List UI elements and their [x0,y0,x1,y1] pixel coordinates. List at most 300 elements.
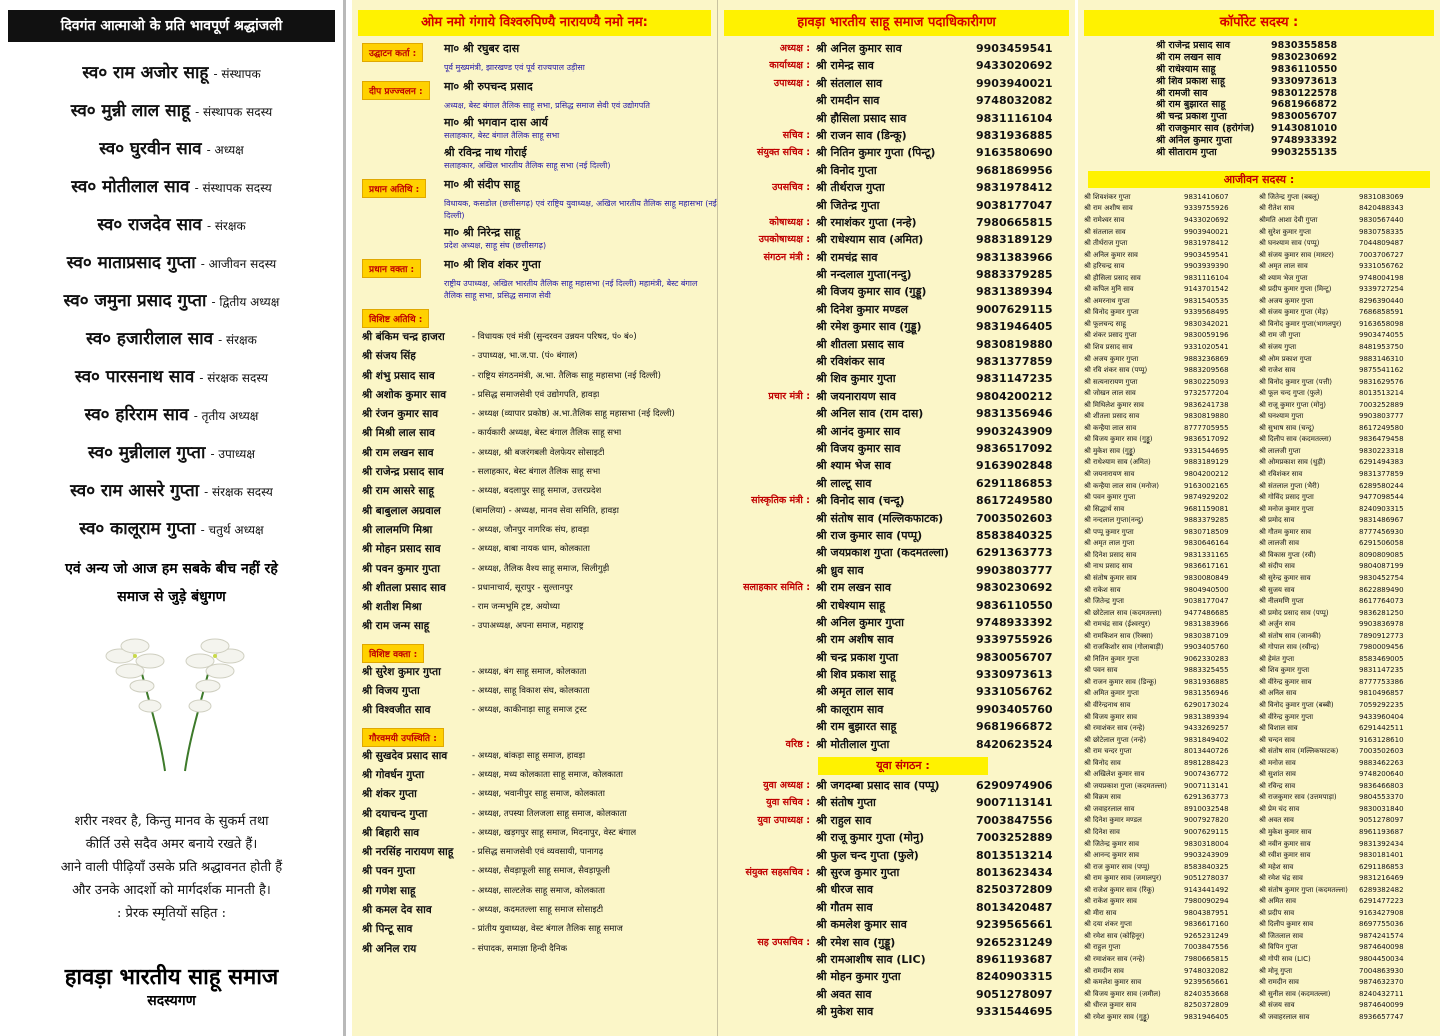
memorial-role: - संस्थापक सदस्य [195,105,273,119]
official-role [718,916,816,933]
life-member-row [1259,538,1434,550]
life-member-phone: 8936657747 [1359,1012,1404,1021]
official-phone: 9007113141 [976,796,1053,810]
tribute-panel [0,0,346,1036]
official-role [718,527,816,544]
life-member-name: श्री प्रमोद प्रसाद साव (पप्पू) [1259,608,1329,617]
guest-name: श्री शंकर गुप्ता [362,788,417,801]
official-name: श्री शीतला प्रसाद साव [816,337,904,351]
life-member-name: श्री रविशंकर साव [1259,470,1303,479]
guest-desc: - अध्यक्ष, मध्य कोलकाता साहू समाज, कोलकाता [472,769,623,780]
life-member-phone: 6289382482 [1359,885,1404,894]
life-member-row [1259,654,1434,666]
official-phone: 9830819880 [976,337,1053,351]
life-members-banner: आजीवन सदस्य : [1088,171,1430,188]
life-member-row [1259,989,1434,1001]
life-member-phone: 9804940500 [1184,585,1229,594]
life-member-phone: 9143701542 [1184,285,1229,294]
life-member-name: श्री जोखन लाल साव [1084,389,1136,398]
inauguration-section [362,41,717,74]
life-member-phone: 9883236869 [1184,354,1229,363]
official-phone: 8420623524 [976,737,1053,751]
life-member-row [1084,342,1259,354]
lamp-label: दीप प्रज्ज्वलन : [362,81,430,100]
official-name: श्री रामचंद्र साव [816,250,878,264]
official-phone: 9681966872 [976,720,1053,734]
life-member-name: श्री राजेश कुमार साव (रिंकू) [1084,885,1155,894]
official-name: श्री राजन साव (डिन्कू) [816,128,907,142]
life-members-left [1084,192,1259,1023]
life-member-row [1259,446,1434,458]
life-member-row [1084,758,1259,770]
life-member-name: श्री संदीप साव [1259,562,1295,571]
life-member-row [1259,642,1434,654]
official-name: श्री नितिन कुमार गुप्ता (पिन्टू) [816,146,936,160]
life-member-name: श्री संतोष कुमार गुप्ता (कदमतल्ला) [1259,885,1348,894]
memorial-entry [0,288,343,326]
life-member-name: श्री मनोज कुमार गुप्ता [1259,504,1314,513]
life-member-name: श्री पवन कुमार गुप्ता [1084,493,1136,502]
life-member-row [1084,296,1259,308]
life-member-row [1084,815,1259,827]
life-member-phone: 9831116104 [1184,273,1229,282]
life-member-row [1259,746,1434,758]
official-role [718,92,816,109]
life-member-row [1084,804,1259,816]
official-role [718,457,816,474]
life-member-name: श्री संतलाल गुप्ता (भैरी) [1259,481,1320,490]
official-role [718,475,816,492]
guest-desc: - अध्यक्ष, श्री बजरंगबली वेलफेयर सोसाइटी [472,447,605,458]
life-member-name: श्री प्रमोद साव [1259,516,1295,525]
life-member-name: श्री जितलाल साव [1259,931,1303,940]
official-role: युवा उपाध्यक्ष : [757,814,810,826]
life-member-row [1259,688,1434,700]
life-member-name: श्री लालजी गुप्ता [1259,446,1301,455]
main-speaker-label: प्रधान वक्ता : [362,259,421,278]
corporate-phone: 9830355858 [1271,40,1338,51]
main-speaker-name: मा० श्री शिव शंकर गुप्ता [444,258,541,271]
corporate-row [1156,111,1440,123]
official-role [718,881,816,898]
official-row [718,162,1075,179]
life-member-phone: 9163128610 [1359,735,1404,744]
official-name: श्री शिव प्रकाश साहू [816,668,896,682]
guest-name: श्री रंजन कुमार साव [362,408,439,421]
official-name: श्री मोहन कुमार गुप्ता [816,970,901,984]
life-member-phone: 8481953750 [1359,343,1404,352]
guest-name: श्री पवन कुमार गुप्ता [362,562,440,575]
life-member-phone: 9831392434 [1359,839,1404,848]
special-guests-list [362,328,717,637]
life-member-row [1259,954,1434,966]
memorial-name: स्व० राजदेव साव [97,215,202,235]
main-speaker-desc: राष्ट्रीय उपाध्यक्ष, अखिल भारतीय तैलिक साहू महासभा (नई दिल्ली) महामंत्री, बेस्ट बंगाल तैलिक साहू सभा, प्रसिद्ध समाज सेवी [444,279,698,300]
guest-row [362,405,717,424]
life-member-phone: 7686858591 [1359,308,1404,317]
official-name: श्री राजू कुमार गुप्ता (मोनु) [816,831,925,845]
corporate-name: श्री राम लखन साव [1156,51,1221,63]
life-member-phone: 9331544695 [1184,446,1229,455]
memorial-entry [0,250,343,288]
official-role: अध्यक्ष : [779,43,810,54]
official-role [718,562,816,579]
official-row [718,475,1075,492]
chief-guest-name: मा० श्री संदीप साहू [444,178,520,191]
life-member-name: श्री शिव कुमार गुप्ता [1259,666,1310,675]
life-member-name: श्री सुरेश कुमार गुप्ता [1259,227,1311,236]
life-member-phone: 9883209568 [1184,366,1229,375]
guest-desc: - अध्यक्ष, भवानीपुर साहू समाज, कोलकाता [472,789,605,800]
life-member-name: श्री नवीन कुमार साव [1259,839,1311,848]
guest-row [362,463,717,482]
life-member-name: श्री सुरेन्द्र कुमार साव [1259,573,1311,582]
official-row [718,336,1075,353]
official-role [718,353,816,370]
official-row [718,899,1075,916]
life-member-phone: 9339755926 [1184,204,1229,213]
memorial-entry [0,174,343,212]
life-member-phone: 9831629576 [1359,377,1404,386]
life-member-phone: 9903405760 [1184,643,1229,652]
corporate-row [1156,135,1440,147]
official-phone: 8250372809 [976,883,1053,897]
life-member-name: श्री अमरनाथ गुप्ता [1084,296,1130,305]
life-member-phone: 9477486685 [1184,608,1229,617]
memorial-role: - चतुर्थ अध्यक्ष [200,523,264,537]
life-member-phone: 9830567440 [1359,216,1404,224]
life-member-phone: 9331020541 [1184,343,1229,352]
official-phone: 9748933392 [976,615,1053,629]
official-phone: 9051278097 [976,987,1053,1001]
official-name: श्री रामआशीष साव (LIC) [816,952,926,966]
life-member-name: श्री संजय कुमार गुप्ता (मेड़) [1259,308,1329,317]
official-phone: 9331056762 [976,685,1053,699]
guest-row [362,386,717,405]
guest-desc: - कार्यकारी अध्यक्ष, बेस्ट बंगाल तैलिक साहू सभा [472,428,622,439]
official-phone: 9831116104 [976,111,1053,125]
life-member-name: श्री जवाहरलाल साव [1084,804,1135,813]
life-member-row [1084,850,1259,862]
life-member-phone: 9831216469 [1359,874,1404,883]
youth-banner: यूवा संगठन : [818,757,988,775]
life-member-phone: 9874640098 [1359,943,1404,952]
life-member-name: श्री रमेश साव (कोहिनूर) [1084,931,1145,940]
life-member-name: श्री अमित कुमार गुप्ता [1084,689,1139,698]
official-phone: 9903243909 [976,424,1053,438]
life-member-name: श्री अजय कुमार गुप्ता [1259,296,1314,305]
life-member-phone: 8240432711 [1359,989,1404,998]
life-member-name: श्री विनोद साव [1084,758,1121,767]
inauguration-name: मा० श्री रघुबर दास [444,42,520,55]
life-member-name: श्री महेश साव [1259,862,1294,871]
life-member-name: श्री प्रेम चंद साव [1259,804,1300,813]
life-member-phone: 8961193687 [1359,827,1404,836]
official-name: श्री जगदम्बा प्रसाद साव (पप्पू) [816,779,940,793]
life-member-phone: 9804087199 [1359,562,1404,571]
life-member-name: श्री मोनू गुप्ता [1259,966,1293,975]
life-member-phone: 9830342021 [1184,319,1229,328]
memorial-role: - संरक्षक सदस्य [199,371,269,385]
official-name: श्री संतलाल साव [816,76,883,90]
official-name: श्री अनिल साव (राम दास) [816,407,924,421]
chief-guest-label: प्रधान अतिथि : [362,179,426,198]
life-member-name: श्री विनोद कुमार गुप्ता(भागलपुर) [1259,319,1342,328]
life-member-name: श्री फूलचन्द साहू [1084,319,1126,328]
official-phone: 9836110550 [976,598,1053,612]
life-member-row [1084,769,1259,781]
official-name: श्री गौतम साव [816,900,873,914]
life-member-phone: 9903836978 [1359,620,1404,629]
official-name: श्री राम बुझारत साहू [816,720,897,734]
life-member-phone: 9265231249 [1184,931,1229,940]
corporate-phone: 9830056707 [1271,111,1338,123]
guest-name: श्री दयाचन्द गुप्ता [362,807,428,820]
official-name: श्री रमेश कुमार साव (गुड्डू) [816,320,922,334]
life-member-phone: 9339568495 [1184,308,1229,317]
life-member-phone: 9007629115 [1184,827,1229,836]
life-member-row [1084,1012,1259,1024]
life-member-phone: 9831356946 [1184,689,1229,698]
life-member-name: श्री कमलेश कुमार साव [1084,978,1142,987]
life-member-phone: 9331056762 [1359,262,1404,271]
official-name: श्री विजय कुमार साव (गुड्डू) [816,285,927,299]
life-member-phone: 9804553370 [1359,793,1404,802]
life-member-name: श्री पवन साव [1084,666,1118,675]
life-member-row [1084,527,1259,539]
life-member-phone: 9804200212 [1184,470,1229,479]
officials-panel [717,0,1075,1036]
guest-name: श्री नरसिंह नारायण साहू [362,846,454,859]
life-member-row [1259,919,1434,931]
guest-row [362,444,717,463]
life-member-phone: 8777705955 [1184,423,1229,432]
corporate-phone: 9830230692 [1271,51,1338,63]
life-member-row [1084,434,1259,446]
life-member-phone: 9038177047 [1184,597,1229,606]
official-name: श्री रमेश साव (गुड्डू) [816,935,896,949]
life-member-phone: 9830031840 [1359,804,1404,813]
life-member-row [1084,677,1259,689]
life-member-name: श्री रमेश चंद्र साव [1259,874,1303,883]
guest-desc: - अध्यक्ष, तैलिक वैश्य साहू समाज, सिलीगुड़ी [472,563,610,574]
life-member-row [1084,354,1259,366]
life-member-name: श्री घनश्याम गुप्ता [1259,412,1304,421]
official-name: श्री संतोष गुप्ता [816,796,876,810]
official-role [718,318,816,335]
official-name: श्री कालूराम साव [816,702,884,716]
life-member-name: श्री अमृत लाल गुप्ता [1084,539,1135,548]
life-member-name: श्री संजय कुमार साव (मास्टर) [1259,250,1334,259]
life-member-row [1084,504,1259,516]
life-member-phone: 9874241574 [1359,931,1404,940]
lamp-person-desc: अध्यक्ष, बेस्ट बंगाल तैलिक साहू सभा, प्रसिद्ध समाज सेवी एवं उद्योगपति [444,101,650,110]
life-member-name: श्री हेमंत गुप्ता [1259,654,1295,663]
life-member-phone: 9830758335 [1359,227,1404,236]
official-role [718,718,816,735]
official-role: संयुक्त सहसचिव : [745,866,810,878]
guest-desc: - विधायक एवं मंत्री (सुन्दरवन उन्नयन परिषद, पं० बं०) [472,332,637,342]
life-member-row [1084,377,1259,389]
life-member-phone: 8697755036 [1359,920,1404,929]
life-member-name: श्री रविन्द्र साव [1259,781,1296,790]
life-member-name: श्रीमति आशा देवी गुप्ता [1259,216,1318,224]
life-member-row [1084,250,1259,262]
guest-desc: - उपाअध्यक्ष, अपना समाज, महाराष्ट्र [472,621,584,632]
official-name: श्री जयनारायण साव [816,389,896,403]
corporate-phone: 9143081010 [1271,123,1338,135]
official-phone: 8013513214 [976,848,1053,862]
life-member-row [1259,966,1434,978]
life-member-phone: 9831147235 [1359,666,1404,675]
life-member-name: श्री संतलाल साव [1084,227,1126,236]
life-member-name: श्री विनोद कुमार गुप्ता [1084,308,1139,317]
flower-garland-image [80,626,270,776]
life-member-name: श्री संतोष साव (मल्लिकफाटक) [1259,747,1339,756]
official-role: युवा सचिव : [766,797,810,809]
guest-desc: - अध्यक्ष (व्यापार प्रकोष्ठ) अ.भा.तैलिक साहू महासभा (नई दिल्ली) [472,409,675,420]
official-row [718,283,1075,300]
life-member-phone: 9830387109 [1184,631,1229,640]
official-row [718,144,1075,161]
life-member-name: श्री धीरज कुमार साव [1084,1001,1137,1010]
guest-name: श्री शतीश मिश्रा [362,601,422,614]
life-member-phone: 8622889490 [1359,585,1404,594]
official-row [718,683,1075,700]
life-member-name: श्री विजय कुमार साव (गुड्डू) [1084,435,1153,444]
life-member-name: श्री हौसिला प्रसाद साव [1084,273,1141,282]
life-member-name: श्री दिनेश कुमार मण्डल [1084,816,1142,825]
life-member-phone: 9339727254 [1359,285,1404,294]
life-member-phone: 9903243909 [1184,851,1229,860]
life-member-phone: 9830819880 [1184,412,1229,421]
official-row [718,597,1075,614]
life-member-row [1259,261,1434,273]
official-row [718,75,1075,92]
life-member-row [1084,238,1259,250]
life-member-name: श्री राहुल गुप्ता [1084,943,1121,952]
life-member-phone: 9903939390 [1184,262,1229,271]
life-member-row [1259,585,1434,597]
special-speakers-section [362,642,717,721]
guest-row [362,424,717,443]
life-member-row [1084,862,1259,874]
youth-list [718,777,1075,1020]
life-member-row [1084,735,1259,747]
life-member-row [1259,203,1434,215]
official-role [718,544,816,561]
official-name: श्री चन्द्र प्रकाश गुप्ता [816,650,899,664]
guest-name: श्री विश्वजीत साव [362,704,431,717]
life-member-row [1259,723,1434,735]
life-member-phone: 9830452754 [1359,573,1404,582]
life-member-row [1084,596,1259,608]
life-member-row [1084,608,1259,620]
official-name: श्री जितेन्द्र गुप्ता [816,198,880,212]
life-member-row [1259,712,1434,724]
guest-desc: - अध्यक्ष, बंग साहू समाज, कोलकाता [472,666,587,677]
lamp-person-desc: सलाहकार, अखिल भारतीय तैलिक साहू सभा (नई दिल्ली) [444,161,611,170]
corporate-name: श्री राधेश्याम साहू [1156,63,1216,75]
verse-line: कीर्ति उसे सदैव अमर बनाये रखते हैं। [85,837,258,852]
guest-name: श्री लालमणि मिश्रा [362,523,433,536]
life-member-name: श्री कपिल मुनि साव [1084,285,1134,294]
life-member-row [1259,608,1434,620]
corporate-row [1156,76,1440,88]
official-role: कोषाध्यक्ष : [769,216,810,228]
corporate-name: श्री रामजी साव [1156,87,1208,99]
official-role [718,510,816,527]
corporate-row [1156,40,1440,52]
life-member-row [1084,665,1259,677]
official-row [718,986,1075,1003]
guest-desc: - अध्यक्ष, बांकड़ा साहू समाज, हावड़ा [472,750,586,761]
official-phone: 9903940021 [976,76,1053,90]
memorial-role: - आजीवन सदस्य [200,257,277,271]
official-name: श्री विनोद साव (चन्दू) [816,494,905,508]
life-member-phone: 7044809487 [1359,239,1404,248]
life-member-name: श्री राजन कुमार साव (डिन्कू) [1084,677,1157,686]
official-name: श्री विजय कुमार साव [816,441,901,455]
life-member-row [1084,723,1259,735]
life-member-row [1259,561,1434,573]
life-member-phone: 8240353668 [1184,989,1229,998]
official-role [718,162,816,179]
society-signature: हावड़ा भारतीय साहू समाज [64,964,279,990]
guest-name: श्री पवन गुप्ता [362,865,415,878]
life-member-name: श्री सुनील साव (कदमतल्ला) [1259,989,1331,998]
official-phone: 9007629115 [976,302,1053,316]
memorial-entry [0,60,343,98]
life-member-row [1084,203,1259,215]
official-phone: 9831389394 [976,285,1053,299]
life-member-name: श्री विशाल साव [1259,724,1298,733]
official-row [718,736,1075,753]
life-member-name: श्री लालजी साव [1259,539,1299,548]
corporate-row [1156,52,1440,64]
official-row [718,934,1075,951]
main-speaker-section [362,257,717,302]
corporate-name: श्री अनिल कुमार गुप्ता [1156,135,1233,147]
guest-desc: - अध्यक्ष, खड़गपुर साहू समाज, मिदनापुर, वेस्ट बंगाल [472,827,637,838]
memorial-name: स्व० हजारीलाल साव [86,329,214,349]
memorial-entry [0,440,343,478]
life-member-phone: 8777456930 [1359,527,1404,536]
guest-name: श्री मोहन प्रसाद साव [362,543,441,556]
chief-guest-desc: विधायक, कसडोल (छत्तीसगढ़) एवं राष्ट्रिय युवाध्यक्ष, अखिल भारतीय तैलिक साहू महासभा (नई दिल्ली) [444,199,717,220]
memorial-name: स्व० पारसनाथ साव [74,367,195,387]
life-member-name: श्री सुभाष साव (चन्दू) [1259,423,1315,432]
life-member-name: श्री गोपाल साव (रवीन्द्र) [1259,643,1320,652]
guest-row [362,862,717,881]
life-member-row [1259,319,1434,331]
official-row [718,40,1075,57]
life-member-phone: 9804450034 [1359,955,1404,963]
life-member-row [1084,839,1259,851]
life-member-phone: 9051278097 [1359,816,1404,825]
official-name: श्री कमलेश कुमार साव [816,918,907,932]
life-member-name: श्री अर्जुन साव [1259,620,1296,629]
life-member-phone: 9903940021 [1184,227,1229,236]
guest-name: श्री पिन्टू साव [362,923,413,936]
life-member-row [1259,908,1434,920]
official-row [718,370,1075,387]
official-phone: 9831383966 [976,250,1053,264]
life-members-table [1084,192,1434,1023]
corporate-row [1156,99,1440,111]
official-role [718,440,816,457]
inauguration-label: उद्घाटन कर्ता : [362,43,423,62]
